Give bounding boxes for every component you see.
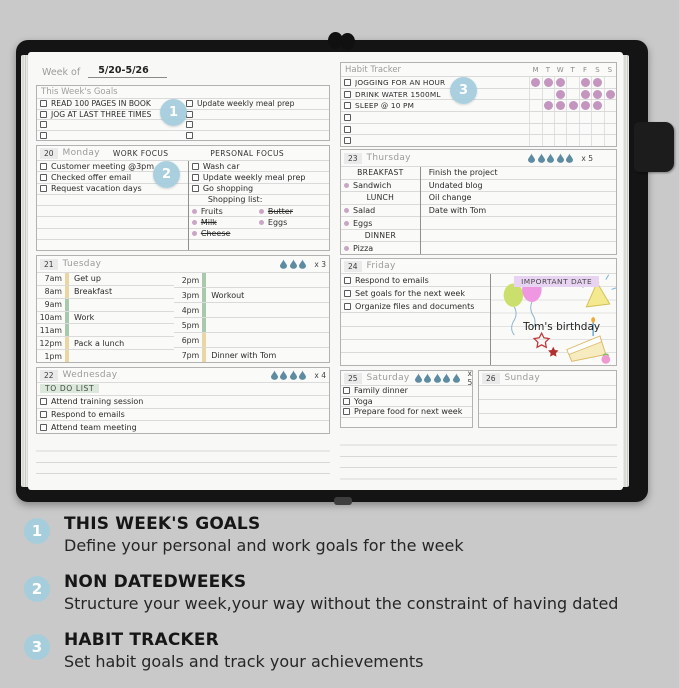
habit-marks xyxy=(529,77,616,88)
habit-name: SLEEP @ 10 PM xyxy=(355,101,415,111)
water-drop-icon xyxy=(453,373,460,383)
wednesday-date: 22 xyxy=(40,370,58,381)
task-text: Customer meeting @3pm xyxy=(51,161,155,171)
task-row xyxy=(341,407,472,418)
bullet-icon xyxy=(192,209,197,214)
checkbox xyxy=(186,121,193,128)
work-focus-header: WORK FOCUS xyxy=(112,148,169,158)
personal-focus-header: PERSONAL FOCUS xyxy=(210,148,284,158)
checkbox xyxy=(344,114,351,121)
task-text: Go shopping xyxy=(202,184,254,194)
legend-badge-2: 2 xyxy=(24,576,50,602)
important-date-area xyxy=(490,274,617,365)
water-drop-icon xyxy=(547,153,554,163)
tuesday-date: 21 xyxy=(40,259,58,270)
task-row xyxy=(37,421,329,433)
ruled-line xyxy=(37,229,188,240)
checkbox xyxy=(40,111,47,118)
page-edge-left xyxy=(21,55,28,487)
habit-name: DRINK WATER 1500ML xyxy=(355,89,441,99)
sunday-header xyxy=(479,371,616,386)
checkbox xyxy=(344,91,351,98)
schedule-row: 3pm Workout xyxy=(174,288,329,303)
task-text: Respond to emails xyxy=(355,275,429,285)
bullet-icon xyxy=(344,208,349,213)
friday-name: Friday xyxy=(366,261,396,271)
ruled-line xyxy=(341,353,490,365)
water-drop-icons xyxy=(280,259,306,269)
schedule-row: 12pm Pack a lunch xyxy=(37,337,174,350)
saturday-name: Saturday xyxy=(366,373,410,383)
schedule-row: 6pm xyxy=(174,333,329,348)
goal-text: JOG AT LAST THREE TIMES xyxy=(51,109,152,119)
feature-legend xyxy=(24,514,669,688)
task-text: Organize files and documents xyxy=(355,301,475,311)
water-drop-icons xyxy=(271,370,307,380)
week-of-value: 5/20-5/26 xyxy=(88,65,167,78)
shopping-row xyxy=(189,217,329,228)
habit-row-empty xyxy=(341,135,616,146)
week-of-row xyxy=(36,58,330,80)
goals-title: This Week's Goals xyxy=(37,86,329,99)
habit-row xyxy=(341,100,616,112)
habit-row xyxy=(341,77,616,89)
callout-marker-2: 2 xyxy=(153,161,180,188)
legend-item xyxy=(24,514,669,555)
water-drop-icon xyxy=(280,370,287,380)
water-drop-icon xyxy=(557,153,564,163)
checkbox xyxy=(344,137,351,144)
bullet-icon xyxy=(259,209,264,214)
checkbox xyxy=(40,163,47,170)
habit-marks xyxy=(529,89,616,100)
sunday-name: Sunday xyxy=(504,373,540,383)
friday-section xyxy=(340,258,617,366)
ruled-line xyxy=(37,240,188,250)
planner-notebook xyxy=(16,40,648,502)
bullet-icon xyxy=(259,220,264,225)
schedule-row: 8am Breakfast xyxy=(37,286,174,299)
schedule-row: 4pm xyxy=(174,303,329,318)
checkbox xyxy=(343,408,350,415)
callout-marker-3: 3 xyxy=(450,77,477,104)
checkbox xyxy=(40,185,47,192)
task-row xyxy=(189,184,329,195)
checkbox xyxy=(344,102,351,109)
legend-title: HABIT TRACKER xyxy=(64,630,219,650)
task-row xyxy=(341,386,472,397)
goal-text: Update weekly meal prep xyxy=(197,99,295,109)
shopping-item: Eggs xyxy=(267,217,288,227)
task-text-row: Undated blog xyxy=(421,180,616,193)
checkbox xyxy=(40,424,47,431)
legend-title: NON DATEDWEEKS xyxy=(64,572,247,592)
checkbox xyxy=(344,290,351,297)
week-of-label: Week of xyxy=(42,67,81,78)
saturday-section xyxy=(340,370,473,428)
task-text: Yoga xyxy=(354,396,373,406)
checkbox xyxy=(40,100,47,107)
shopping-item: Butter xyxy=(267,206,293,216)
tuesday-section xyxy=(36,255,330,363)
saturday-header xyxy=(341,371,472,386)
water-drop-icon xyxy=(299,370,306,380)
legend-badge-3: 3 xyxy=(24,634,50,660)
shopping-row xyxy=(189,229,329,240)
todo-title-row xyxy=(37,383,329,396)
friday-date: 24 xyxy=(344,261,362,272)
water-drop-icon xyxy=(424,373,431,383)
meal-item: Sandwich xyxy=(341,180,420,193)
task-text: Update weekly meal prep xyxy=(202,172,306,182)
right-page xyxy=(340,58,617,484)
task-text: Respond to emails xyxy=(51,409,125,419)
legend-item xyxy=(24,630,669,671)
bullet-icon xyxy=(344,183,349,188)
task-text-row: Oil change xyxy=(421,192,616,205)
water-drop-icon xyxy=(566,153,573,163)
task-text: Family dinner xyxy=(354,386,408,396)
callout-marker-1: 1 xyxy=(160,99,187,126)
bullet-icon xyxy=(192,231,197,236)
ruled-line xyxy=(341,340,490,353)
legend-title: THIS WEEK'S GOALS xyxy=(64,514,261,534)
meal-heading: DINNER xyxy=(341,230,420,243)
habit-tracker-section xyxy=(340,62,617,147)
thursday-header xyxy=(341,150,616,167)
schedule-row: 11am xyxy=(37,324,174,337)
meal-item: Salad xyxy=(341,205,420,218)
water-count: x 4 xyxy=(314,370,326,380)
birthday-note: Tom's birthday xyxy=(523,321,601,334)
schedule-row: 7pm Dinner with Tom xyxy=(174,348,329,362)
checkbox xyxy=(344,277,351,284)
birthday-decorations xyxy=(491,274,617,365)
task-text-row: Date with Tom xyxy=(421,205,616,218)
blank-ruled-lines xyxy=(36,440,330,484)
task-row xyxy=(341,274,490,287)
pen-loop xyxy=(634,122,674,172)
page-edge-right xyxy=(623,55,629,487)
monday-section xyxy=(36,145,330,251)
habit-row-empty xyxy=(341,124,616,136)
task-row xyxy=(189,161,329,172)
water-drop-icon xyxy=(290,259,297,269)
habit-row xyxy=(341,89,616,101)
sunday-date: 26 xyxy=(482,373,500,384)
water-drop-icon xyxy=(443,373,450,383)
checkbox xyxy=(186,100,193,107)
schedule-row: 5pm xyxy=(174,318,329,333)
checkbox xyxy=(344,79,351,86)
task-text: Prepare food for next week xyxy=(354,407,463,417)
water-count: x 5 xyxy=(467,369,473,387)
legend-description: Define your personal and work goals for the week xyxy=(64,536,464,555)
checkbox xyxy=(40,174,47,181)
ruled-line xyxy=(479,414,616,427)
task-row xyxy=(37,396,329,409)
checkbox xyxy=(40,411,47,418)
wednesday-section xyxy=(36,367,330,434)
task-row xyxy=(341,397,472,408)
wednesday-header xyxy=(37,368,329,383)
water-drop-icon xyxy=(415,373,422,383)
checkbox xyxy=(343,387,350,394)
tuesday-name: Tuesday xyxy=(62,259,102,269)
checkbox xyxy=(186,132,193,139)
habit-marks xyxy=(529,100,616,111)
monday-name: Monday xyxy=(62,148,100,158)
water-drop-icons xyxy=(415,373,460,383)
checkbox xyxy=(192,163,199,170)
sunday-section xyxy=(478,370,617,428)
schedule-row: 10am Work xyxy=(37,312,174,325)
task-text: Checked offer email xyxy=(51,172,132,182)
water-drop-icon xyxy=(528,153,535,163)
task-row xyxy=(189,172,329,183)
task-row xyxy=(341,287,490,300)
planner-pages xyxy=(28,52,623,490)
blank-ruled-lines xyxy=(340,434,617,484)
shopping-item: Cheese xyxy=(200,229,231,239)
legend-item xyxy=(24,572,669,613)
checkbox xyxy=(40,121,47,128)
thursday-date: 23 xyxy=(344,153,362,164)
ruled-line xyxy=(37,206,188,217)
task-text: Wash car xyxy=(202,161,240,171)
meal-heading: LUNCH xyxy=(341,192,420,205)
saturday-date: 25 xyxy=(344,373,362,384)
schedule-row: 2pm xyxy=(174,273,329,288)
habit-tracker-title: Habit Tracker xyxy=(345,64,402,75)
checkbox xyxy=(192,185,199,192)
checkbox xyxy=(186,111,193,118)
schedule-row: 7am Get up xyxy=(37,273,174,286)
ruled-line xyxy=(37,195,188,206)
task-text-row: Finish the project xyxy=(421,167,616,180)
checkbox xyxy=(343,398,350,405)
checkbox xyxy=(344,126,351,133)
friday-header xyxy=(341,259,616,274)
legend-description: Set habit goals and track your achievements xyxy=(64,652,424,671)
meal-heading: BREAKFAST xyxy=(341,167,420,180)
task-text: Attend training session xyxy=(51,397,144,407)
ruled-line xyxy=(341,327,490,340)
legend-badge-1: 1 xyxy=(24,518,50,544)
monday-date: 20 xyxy=(40,148,58,159)
water-drop-icon xyxy=(434,373,441,383)
thursday-section xyxy=(340,149,617,255)
ruled-line xyxy=(479,386,616,400)
task-text: Set goals for the next week xyxy=(355,288,465,298)
ruled-line xyxy=(37,217,188,228)
ruled-line xyxy=(479,400,616,414)
shopping-row xyxy=(189,206,329,217)
meal-item: Pizza xyxy=(341,242,420,254)
water-drop-icons xyxy=(528,153,573,163)
water-drop-icon xyxy=(538,153,545,163)
ruled-line xyxy=(421,230,616,243)
bullet-icon xyxy=(344,246,349,251)
task-text: Request vacation days xyxy=(51,184,142,194)
schedule-row: 9am xyxy=(37,299,174,312)
ruled-line xyxy=(421,242,616,254)
water-count: x 3 xyxy=(314,259,326,269)
ruled-line xyxy=(341,418,472,428)
shopping-list-title: Shopping list: xyxy=(189,195,329,206)
shopping-item: Milk xyxy=(200,217,217,227)
bullet-icon xyxy=(344,221,349,226)
elastic-knot xyxy=(328,32,358,52)
shopping-item: Fruits xyxy=(200,206,223,216)
goals-row xyxy=(37,131,329,141)
goal-text: READ 100 PAGES IN BOOK xyxy=(51,99,151,109)
task-row xyxy=(37,409,329,422)
meal-item: Eggs xyxy=(341,217,420,230)
habit-tracker-header xyxy=(341,63,616,77)
bullet-icon xyxy=(192,220,197,225)
ruled-line xyxy=(421,217,616,230)
water-count: x 5 xyxy=(581,153,593,163)
elastic-nub xyxy=(334,497,352,505)
weekday-letters: M T W T F S S xyxy=(532,65,613,74)
checkbox xyxy=(40,132,47,139)
todo-list-title: TO DO LIST xyxy=(40,384,99,393)
checkbox xyxy=(40,398,47,405)
ruled-line xyxy=(189,240,329,250)
schedule-row: 1pm xyxy=(37,350,174,362)
habit-name: JOGGING FOR AN HOUR xyxy=(355,77,446,87)
water-drop-icon xyxy=(280,259,287,269)
checkbox xyxy=(344,303,351,310)
water-drop-icon xyxy=(271,370,278,380)
habit-row-empty xyxy=(341,112,616,124)
monday-header xyxy=(37,146,329,161)
water-drop-icon xyxy=(290,370,297,380)
important-date-label: IMPORTANT DATE xyxy=(514,276,599,287)
water-drop-icon xyxy=(299,259,306,269)
thursday-name: Thursday xyxy=(366,153,411,163)
ruled-line xyxy=(341,313,490,326)
legend-description: Structure your week,your way without the constraint of having dated xyxy=(64,594,619,613)
wednesday-name: Wednesday xyxy=(62,370,118,380)
task-text: Attend team meeting xyxy=(51,422,137,432)
tuesday-header xyxy=(37,256,329,273)
task-row xyxy=(341,300,490,313)
checkbox xyxy=(192,174,199,181)
